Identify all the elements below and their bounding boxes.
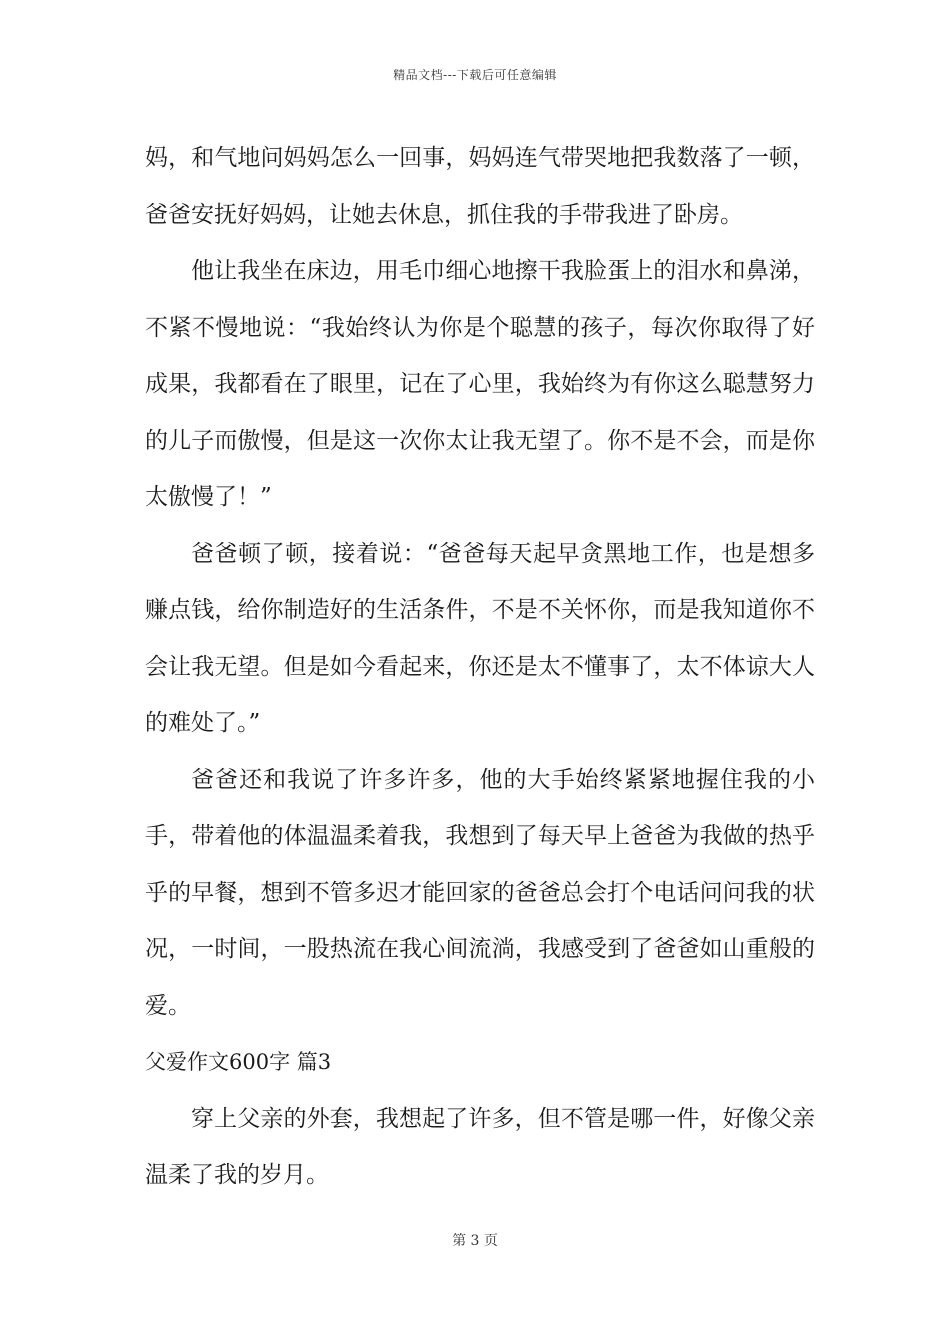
paragraph: 妈，和气地问妈妈怎么一回事，妈妈连气带哭地把我数落了一顿，爸爸安抚好妈妈，让她去休息，抓住我的手带我进了卧房。 [145, 145, 815, 228]
paragraph: 爸爸顿了顿，接着说：“爸爸每天起早贪黑地工作，也是想多赚点钱，给你制造好的生活条件，不是不关怀你，而是我知道你不会让我无望。但是如今看起来，你还是太不懂事了，太不体谅大人的难处了。” [145, 540, 815, 736]
paragraph: 爸爸还和我说了许多许多，他的大手始终紧紧地握住我的小手，带着他的体温温柔着我，我想到了每天早上爸爸为我做的热乎乎的早餐，想到不管多迟才能回家的爸爸总会打个电话问问我的状况，一时间，一股热流在我心间流淌，我感受到了爸爸如山重般的爱。 [145, 766, 815, 1019]
paragraph: 他让我坐在床边，用毛巾细心地擦干我脸蛋上的泪水和鼻涕，不紧不慢地说：“我始终认为你是个聪慧的孩子，每次你取得了好成果，我都看在了眼里，记在了心里，我始终为有你这么聪慧努力的儿子而傲慢，但是这一次你太让我无望了。你不是不会，而是你太傲慢了！” [145, 258, 815, 510]
document-body [145, 130, 815, 1204]
page-header: 精品文档---下载后可任意编辑 [393, 68, 557, 82]
paragraph: 穿上父亲的外套，我想起了许多，但不管是哪一件，好像父亲温柔了我的岁月。 [145, 1105, 815, 1188]
section-heading: 父爱作文600字 篇3 [145, 1050, 332, 1074]
page-number: 第 3 页 [452, 1233, 498, 1249]
